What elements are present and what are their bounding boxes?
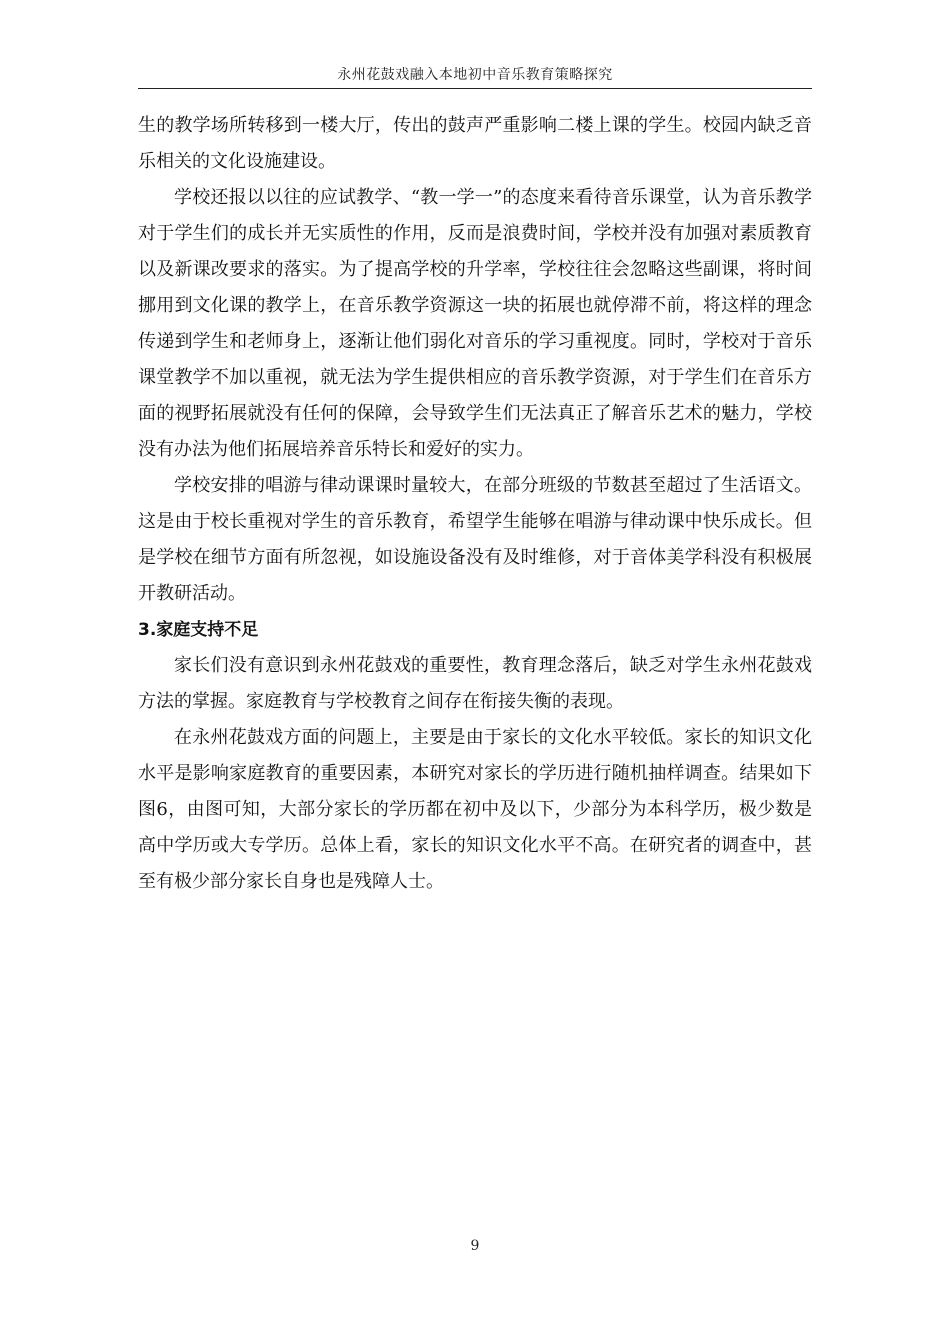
running-header: 永州花鼓戏融入本地初中音乐教育策略探究 — [138, 62, 812, 89]
paragraph-parent-awareness: 家长们没有意识到永州花鼓戏的重要性，教育理念落后，缺乏对学生永州花鼓戏方法的掌握。家庭教育与学校教育之间存在衔接失衡的表现。 — [138, 655, 812, 712]
paragraph-parent-education-level: 在永州花鼓戏方面的问题上，主要是由于家长的文化水平较低。家长的知识文化水平是影响家庭教育的重要因素，本研究对家长的学历进行随机抽样调查。结果如下图6，由图可知，大部分家长的学历都在初中及以下，少部分为本科学历，极少数是高中学历或大专学历。总体上看，家长的知识文化水平不高。在研究者的调查中，甚至有极少部分家长自身也是残障人士。 — [138, 727, 812, 892]
page-number: 9 — [470, 1238, 480, 1254]
section-heading-family-support: 3.家庭支持不足 — [138, 620, 259, 640]
paragraph-school-attitude: 学校还报以以往的应试教学、“教一学一”的态度来看待音乐课堂，认为音乐教学对于学生们的成长并无实质性的作用，反而是浪费时间，学校并没有加强对素质教育以及新课改要求的落实。为了提高学校的升学率，学校往往会忽略这些副课，将时间挪用到文化课的教学上，在音乐教学资源这一块的拓展也就停滞不前，将这样的理念传递到学生和老师身上，逐渐让他们弱化对音乐的学习重视度。同时，学校对于音乐课堂教学不加以重视，就无法为学生提供相应的音乐教学资源，对于学生们在音乐方面的视野拓展就没有任何的保障，会导致学生们无法真正了解音乐艺术的魅力，学校没有办法为他们拓展培养音乐特长和爱好的实力。 — [138, 187, 812, 460]
paragraph-class-schedule: 学校安排的唱游与律动课课时量较大，在部分班级的节数甚至超过了生活语文。这是由于校长重视对学生的音乐教育，希望学生能够在唱游与律动课中快乐成长。但是学校在细节方面有所忽视，如设施设备没有及时维修，对于音体美学科没有积极展开教研活动。 — [138, 475, 812, 604]
page-body — [138, 108, 812, 900]
paragraph-continuation: 生的教学场所转移到一楼大厅，传出的鼓声严重影响二楼上课的学生。校园内缺乏音乐相关的文化设施建设。 — [138, 115, 812, 172]
